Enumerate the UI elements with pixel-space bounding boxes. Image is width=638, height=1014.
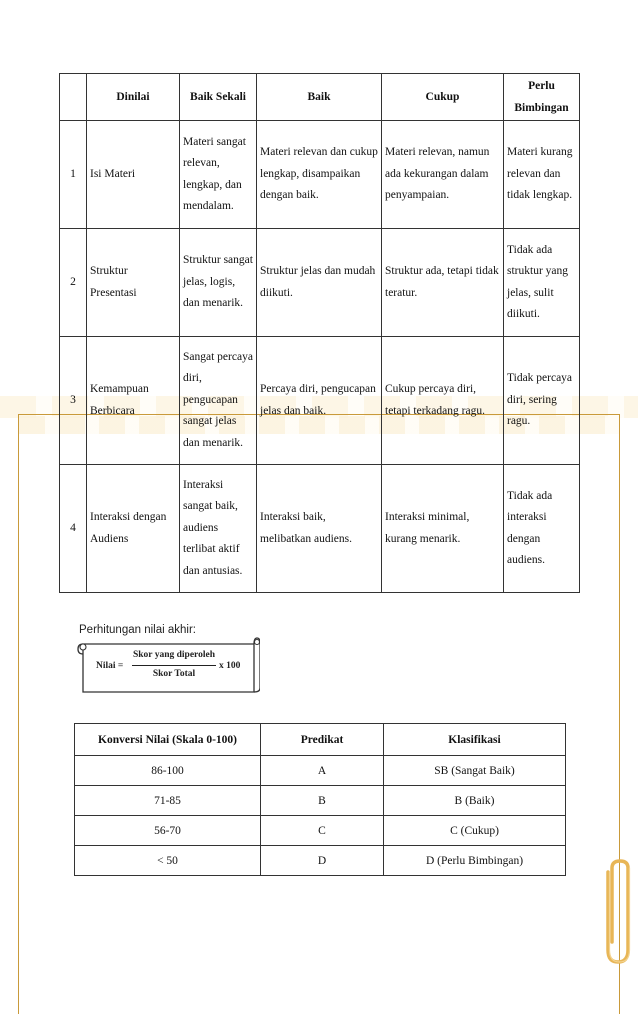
conversion-header-klasifikasi: Klasifikasi bbox=[384, 724, 566, 756]
formula-denominator: Skor Total bbox=[152, 669, 196, 679]
perlu-bimbingan-cell: Tidak ada struktur yang jelas, sulit diikuti. bbox=[504, 229, 580, 337]
row-number: 2 bbox=[60, 229, 87, 337]
baik-sekali-cell: Sangat percaya diri, pengucapan sangat jelas dan menarik. bbox=[180, 337, 257, 465]
formula bbox=[96, 650, 256, 684]
table-row bbox=[60, 121, 580, 229]
klasifikasi-cell: B (Baik) bbox=[384, 786, 566, 816]
formula-multiplier: x 100 bbox=[219, 661, 241, 671]
table-row bbox=[75, 786, 566, 816]
paperclip-icon bbox=[598, 858, 632, 968]
rubric-table bbox=[59, 73, 580, 593]
baik-cell: Materi relevan dan cukup lengkap, disampaikan dengan baik. bbox=[257, 121, 382, 229]
predikat-cell: B bbox=[261, 786, 384, 816]
klasifikasi-cell: D (Perlu Bimbingan) bbox=[384, 846, 566, 876]
rubric-header-no bbox=[60, 74, 87, 121]
scale-cell: < 50 bbox=[75, 846, 261, 876]
scale-cell: 71-85 bbox=[75, 786, 261, 816]
klasifikasi-cell: C (Cukup) bbox=[384, 816, 566, 846]
conversion-header-predikat: Predikat bbox=[261, 724, 384, 756]
rubric-header-baik-sekali: Baik Sekali bbox=[180, 74, 257, 121]
conversion-header-row bbox=[75, 724, 566, 756]
baik-sekali-cell: Struktur sangat jelas, logis, dan menarik. bbox=[180, 229, 257, 337]
conversion-header-scale: Konversi Nilai (Skala 0-100) bbox=[75, 724, 261, 756]
baik-sekali-cell: Interaksi sangat baik, audiens terlibat aktif dan antusias. bbox=[180, 465, 257, 593]
formula-numerator: Skor yang diperoleh bbox=[132, 650, 215, 660]
baik-cell: Interaksi baik, melibatkan audiens. bbox=[257, 465, 382, 593]
scale-cell: 56-70 bbox=[75, 816, 261, 846]
table-row bbox=[75, 816, 566, 846]
baik-cell: Struktur jelas dan mudah diikuti. bbox=[257, 229, 382, 337]
table-row bbox=[75, 756, 566, 786]
aspect-cell: Interaksi dengan Audiens bbox=[87, 465, 180, 593]
perlu-bimbingan-cell: Tidak percaya diri, sering ragu. bbox=[504, 337, 580, 465]
conversion-table bbox=[74, 723, 566, 876]
cukup-cell: Cukup percaya diri, tetapi terkadang ragu. bbox=[382, 337, 504, 465]
rubric-header-dinilai: Dinilai bbox=[87, 74, 180, 121]
rubric-header-perlu-bimbingan: Perlu Bimbingan bbox=[504, 74, 580, 121]
perlu-bimbingan-cell: Tidak ada interaksi dengan audiens. bbox=[504, 465, 580, 593]
aspect-cell: Isi Materi bbox=[87, 121, 180, 229]
formula-label: Nilai = bbox=[96, 661, 124, 671]
rubric-header-row bbox=[60, 74, 580, 121]
baik-sekali-cell: Materi sangat relevan, lengkap, dan mendalam. bbox=[180, 121, 257, 229]
scale-cell: 86-100 bbox=[75, 756, 261, 786]
table-row bbox=[60, 337, 580, 465]
predikat-cell: A bbox=[261, 756, 384, 786]
row-number: 4 bbox=[60, 465, 87, 593]
table-row bbox=[75, 846, 566, 876]
aspect-cell: Kemampuan Berbicara bbox=[87, 337, 180, 465]
row-number: 1 bbox=[60, 121, 87, 229]
rubric-header-baik: Baik bbox=[257, 74, 382, 121]
predikat-cell: D bbox=[261, 846, 384, 876]
cukup-cell: Interaksi minimal, kurang menarik. bbox=[382, 465, 504, 593]
table-row bbox=[60, 465, 580, 593]
klasifikasi-cell: SB (Sangat Baik) bbox=[384, 756, 566, 786]
fraction-line bbox=[132, 665, 216, 666]
perlu-bimbingan-cell: Materi kurang relevan dan tidak lengkap. bbox=[504, 121, 580, 229]
predikat-cell: C bbox=[261, 816, 384, 846]
table-row bbox=[60, 229, 580, 337]
row-number: 3 bbox=[60, 337, 87, 465]
cukup-cell: Materi relevan, namun ada kekurangan dalam penyampaian. bbox=[382, 121, 504, 229]
rubric-header-cukup: Cukup bbox=[382, 74, 504, 121]
cukup-cell: Struktur ada, tetapi tidak teratur. bbox=[382, 229, 504, 337]
baik-cell: Percaya diri, pengucapan jelas dan baik. bbox=[257, 337, 382, 465]
aspect-cell: Struktur Presentasi bbox=[87, 229, 180, 337]
formula-title: Perhitungan nilai akhir: bbox=[79, 624, 196, 636]
